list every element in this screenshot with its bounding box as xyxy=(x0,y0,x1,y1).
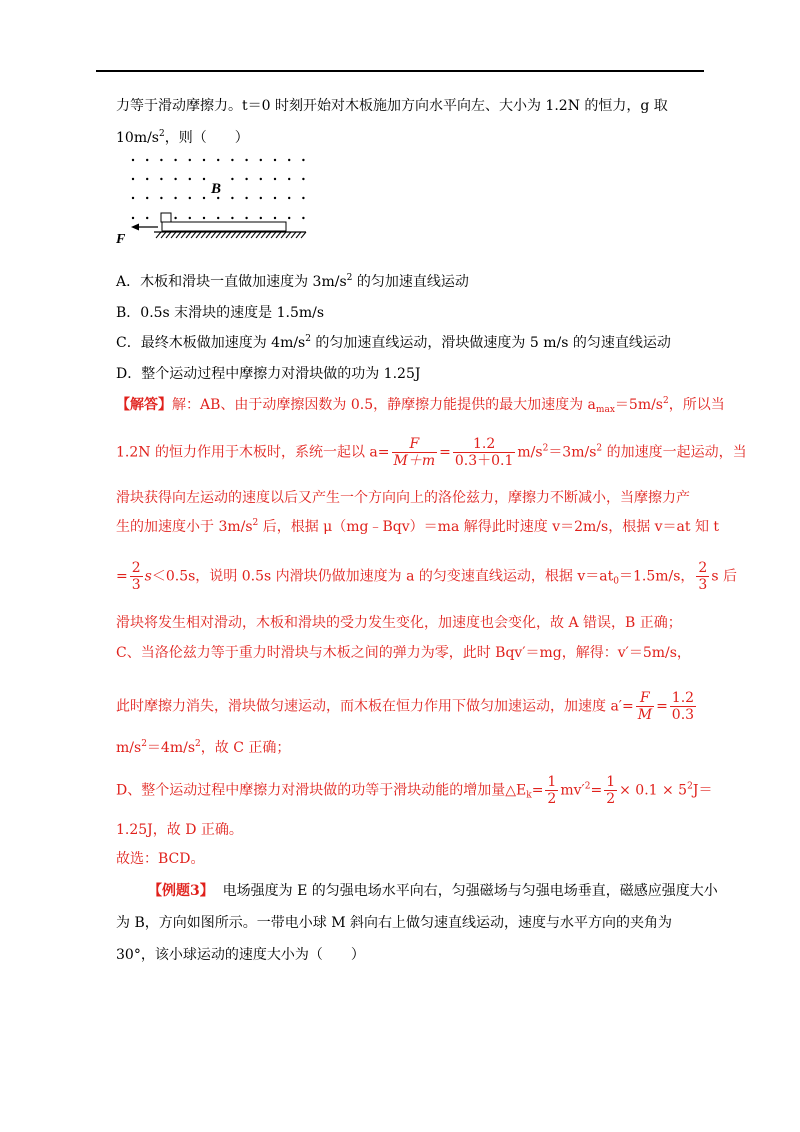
hatch-line xyxy=(216,232,221,238)
answer-line-11: 1.25J，故 D 正确。 xyxy=(116,822,243,838)
field-dot xyxy=(146,178,148,180)
field-dot xyxy=(174,217,176,219)
answer-line-9: $m/s^2=4m/s^2$，故 C 正确； xyxy=(116,739,291,756)
hatch-line xyxy=(291,232,296,238)
field-dot xyxy=(146,217,148,219)
field-dot xyxy=(274,178,276,180)
field-dot xyxy=(274,217,276,219)
hatch-line xyxy=(281,232,286,238)
hatch-line xyxy=(171,232,176,238)
answer-line-8: 此时摩擦力消失，滑块做匀速运动，而木板在恒力作用下做匀加速运动，加速度 a′= $\frac{F}{M}$ = $\frac{1.2}{0.3}$ xyxy=(116,690,695,723)
hatch-line xyxy=(201,232,206,238)
field-dot xyxy=(260,159,262,161)
answer-choice: 故选：BCD。 xyxy=(116,851,205,867)
field-dot xyxy=(302,159,304,161)
force-arrowhead xyxy=(131,224,139,231)
hatch-line xyxy=(191,232,196,238)
field-dot xyxy=(132,178,134,180)
field-dot xyxy=(160,178,162,180)
physics-figure xyxy=(114,152,314,244)
slider-block xyxy=(161,213,171,222)
answer-line-3: 滑块获得向左运动的速度以后又产生一个方向向上的洛伦兹力，摩擦力不断减小，当摩擦力产 xyxy=(116,490,690,506)
hatch-line xyxy=(236,232,241,238)
answer-line-7: C、当洛伦兹力等于重力时滑块与木板之间的弹力为零，此时 Bqv′＝mg，解得：v′＝5m/s， xyxy=(116,645,691,661)
hatch-line xyxy=(286,232,291,238)
field-dot xyxy=(260,197,262,199)
hatch-line xyxy=(211,232,216,238)
field-dot xyxy=(217,217,219,219)
field-dot xyxy=(245,178,247,180)
field-dot xyxy=(160,159,162,161)
field-dot xyxy=(217,197,219,199)
field-dot xyxy=(203,217,205,219)
field-dot xyxy=(132,217,134,219)
field-dot xyxy=(288,217,290,219)
field-dot xyxy=(217,159,219,161)
example3-line-2: 为 B，方向如图所示。一带电小球 M 斜向右上做匀速直线运动，速度与水平方向的夹角为 xyxy=(116,915,672,931)
field-dot xyxy=(288,159,290,161)
hatch-line xyxy=(296,232,301,238)
hatch-line xyxy=(241,232,246,238)
force-label: F xyxy=(116,232,126,244)
field-label: B xyxy=(211,181,222,197)
field-dot xyxy=(231,178,233,180)
option-c: C．最终木板做加速度为 $4m/s^2$ 的匀加速直线运动，滑块做速度为 5 m/s 的匀速直线运动 xyxy=(116,334,671,351)
field-dot xyxy=(245,217,247,219)
field-dot xyxy=(132,197,134,199)
answer-line-1: 【解答】解：AB、由于动摩擦因数为 0.5，静摩擦力能提供的最大加速度为 $a_{max}=5m/s^2$，所以当 xyxy=(116,396,725,415)
field-dot xyxy=(302,178,304,180)
hatch-line xyxy=(186,232,191,238)
hatch-line xyxy=(271,232,276,238)
field-dot xyxy=(302,197,304,199)
field-dot xyxy=(302,217,304,219)
hatch-line xyxy=(251,232,256,238)
field-dot xyxy=(231,197,233,199)
field-dot xyxy=(160,197,162,199)
field-dot xyxy=(260,217,262,219)
option-a: A．木板和滑块一直做加速度为 $3m/s^2$ 的匀加速直线运动 xyxy=(116,273,469,290)
option-b: B．0.5s 末滑块的速度是 1.5m/s xyxy=(116,305,325,321)
question-line-2: $10m/s^2$，则（ ） xyxy=(116,129,249,146)
answer-line-6: 滑块将发生相对滑动，木板和滑块的受力发生变化，加速度也会变化，故 A 错误，B 正确； xyxy=(116,615,682,631)
answer-line-5: = $\frac{2}{3}$ s＜0.5s，说明 0.5s 内滑块仍做加速度为 a 的匀变速直线运动，根据 $v=at_0=1.5m/s$， $\frac{2}{3}$ s 后 xyxy=(116,560,737,593)
field-dot xyxy=(174,159,176,161)
header-rule xyxy=(96,70,704,72)
field-dot xyxy=(189,217,191,219)
hatch-line xyxy=(156,232,161,238)
field-dot xyxy=(274,197,276,199)
answer-line-10: D、整个运动过程中摩擦力对滑块做的功等于滑块动能的增加量$\triangle E_k=$ $\frac{1}{2}$ $mv'^2=$ $\frac{1}{2}$ × $0.1 \times 5^2J=$ xyxy=(116,774,713,807)
field-dot xyxy=(231,159,233,161)
field-dot xyxy=(146,197,148,199)
example3-line-1: 【例题3】 电场强度为 E 的匀强电场水平向右，匀强磁场与匀强电场垂直，磁感应强度大小 xyxy=(148,883,718,899)
field-dot xyxy=(245,159,247,161)
hatch-line xyxy=(196,232,201,238)
field-dot xyxy=(288,197,290,199)
field-dot xyxy=(260,178,262,180)
field-dot xyxy=(203,178,205,180)
field-dot xyxy=(189,178,191,180)
hatch-line xyxy=(221,232,226,238)
field-dot xyxy=(146,159,148,161)
hatch-line xyxy=(231,232,236,238)
hatch-line xyxy=(226,232,231,238)
field-dot xyxy=(288,178,290,180)
hatch-line xyxy=(181,232,186,238)
field-dot xyxy=(174,178,176,180)
option-d: D．整个运动过程中摩擦力对滑块做的功为 1.25J xyxy=(116,366,421,382)
hatch-line xyxy=(266,232,271,238)
hatch-line xyxy=(166,232,171,238)
example3-line-3: 30°，该小球运动的速度大小为（ ） xyxy=(116,947,365,963)
answer-line-2: 1.2N 的恒力作用于木板时，系统一起以 a= $\frac{F}{M+m}$ = $\frac{1.2}{0.3+0.1}$ $m/s^2=3m/s^2$ 的加速度一起运动，当 xyxy=(116,436,747,469)
hatch-line xyxy=(276,232,281,238)
field-dot xyxy=(174,197,176,199)
field-dot xyxy=(203,197,205,199)
hatch-line xyxy=(246,232,251,238)
answer-tag: 【解答】 xyxy=(116,397,172,413)
field-dot xyxy=(203,159,205,161)
field-dot xyxy=(189,197,191,199)
field-dot xyxy=(231,217,233,219)
field-dot xyxy=(245,197,247,199)
field-dot xyxy=(274,159,276,161)
magnetic-field-dots xyxy=(132,159,314,219)
question-line-1: 力等于滑动摩擦力。t＝0 时刻开始对木板施加方向水平向左、大小为 1.2N 的恒力，g 取 xyxy=(116,98,668,114)
hatch-line xyxy=(206,232,211,238)
field-dot xyxy=(132,159,134,161)
example3-tag: 【例题3】 xyxy=(148,883,214,899)
hatch-line xyxy=(176,232,181,238)
wooden-board xyxy=(162,222,286,231)
field-dot xyxy=(189,159,191,161)
hatch-line xyxy=(161,232,166,238)
answer-line-4: 生的加速度小于 $3m/s^2$ 后，根据 μ（mg﹣Bqv）＝ma 解得此时速度 v＝2m/s，根据 v＝at 知 t xyxy=(116,518,720,535)
hatch-line xyxy=(256,232,261,238)
hatch-line xyxy=(301,232,306,238)
hatch-line xyxy=(261,232,266,238)
ground-hatching xyxy=(154,232,306,238)
